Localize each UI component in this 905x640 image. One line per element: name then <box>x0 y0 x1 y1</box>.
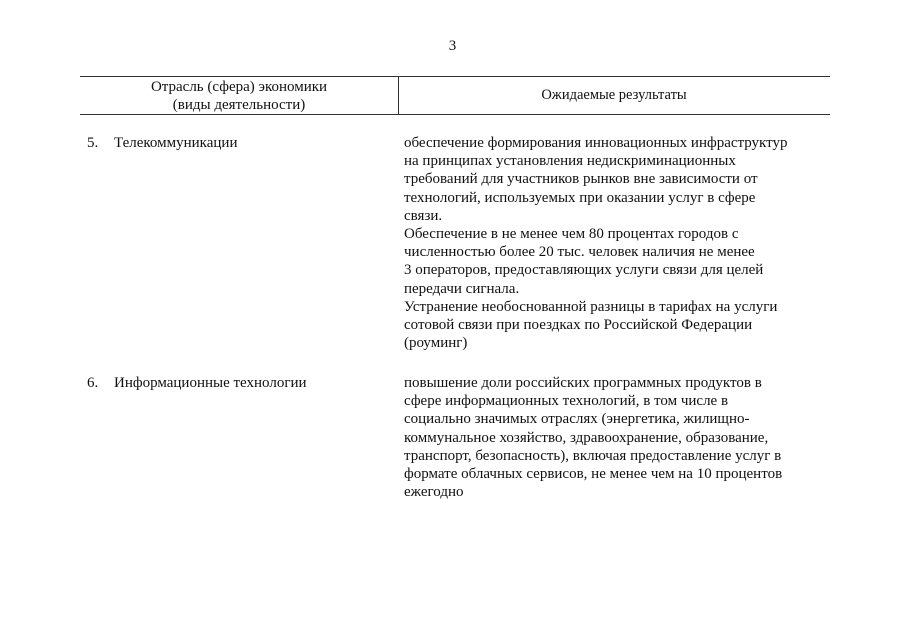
row-number: 5. <box>87 135 99 151</box>
row-sector: Телекоммуникации <box>114 135 238 151</box>
result-paragraph: Обеспечение в не менее чем 80 процентах городов с численностью более 20 тыс. человек наличия не менее 3 операторов, предоставляющих услуги связи для целей передачи сигнала. <box>404 226 764 297</box>
row-results <box>404 374 829 501</box>
row-number: 6. <box>87 375 99 391</box>
table-header-sector: Отрасль (сфера) экономики (виды деятельности) <box>150 79 328 114</box>
page-number: 3 <box>448 38 457 54</box>
row-sector: Информационные технологии <box>114 375 307 391</box>
result-paragraph: обеспечение формирования инновационных инфраструктур на принципах установления недискриминационных требований для участников рынков вне зависимости от технологий, используемых при оказании услуг в сфере связи. <box>404 135 788 224</box>
row-results <box>404 134 829 352</box>
result-paragraph: повышение доли российских программных продуктов в сфере информационных технологий, в том числе в социально значимых отраслях (энергетика, жилищно- коммунальное хозяйство, здравоохранение, образование, транспорт, безопасность), включая предоставление услуг в формате облачных сервисов, не менее чем на 10 процентов ежегодно <box>404 375 783 501</box>
result-paragraph: Устранение необоснованной разницы в тарифах на услуги сотовой связи при поездках по Российской Федерации (роуминг) <box>404 298 778 352</box>
table-top-rule <box>80 76 830 77</box>
table-header-results: Ожидаемые результаты <box>541 87 687 103</box>
